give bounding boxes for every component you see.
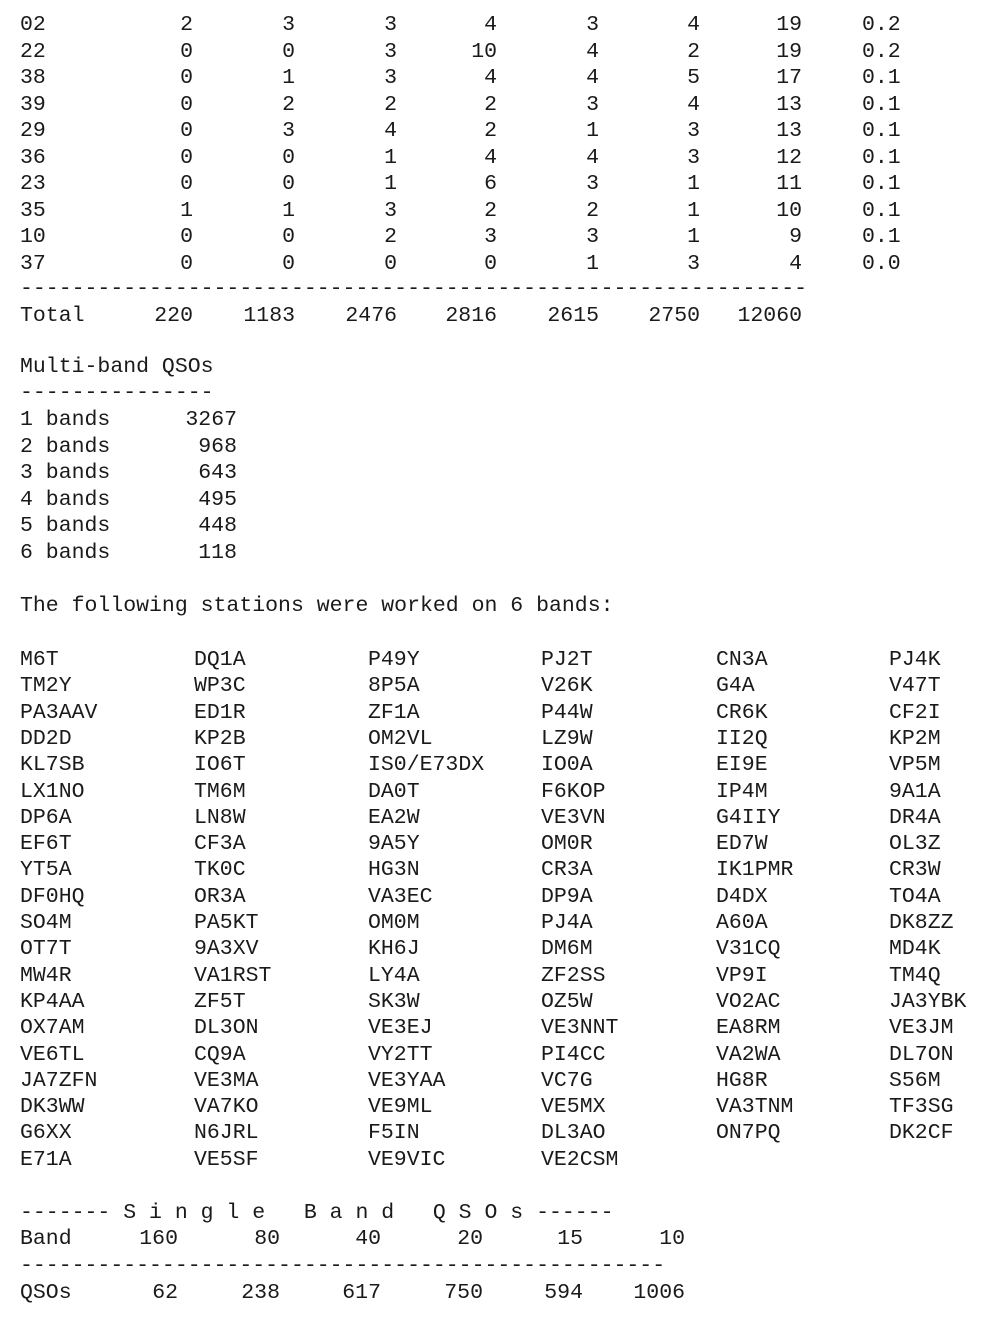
station-callsign: DQ1A [194, 648, 246, 672]
table-cell: 4 [586, 39, 599, 64]
station-callsign: CR6K [716, 700, 768, 725]
station-callsign: DF0HQ [20, 884, 85, 909]
station-callsign: KH6J [368, 937, 420, 962]
table-cell: 0 [282, 172, 295, 196]
station-callsign: VA3EC [368, 884, 433, 909]
station-callsign: OX7AM [20, 1016, 85, 1041]
multiband-count: 118 [198, 540, 237, 565]
station-callsign: MW4R [20, 963, 72, 988]
station-callsign: YT5A [20, 858, 72, 883]
table-cell: 4 [586, 145, 599, 170]
multiband-count: 495 [198, 487, 237, 512]
station-callsign: DK8ZZ [889, 911, 954, 935]
station-callsign: CN3A [716, 648, 768, 672]
station-callsign: N6JRL [194, 1121, 259, 1146]
station-callsign: D4DX [716, 884, 768, 909]
station-callsign: DA0T [368, 779, 420, 804]
table-cell: 3 [384, 66, 397, 90]
station-callsign: ZF1A [368, 700, 420, 725]
single-band-qsos-label: QSOs [20, 1281, 72, 1305]
station-callsign: VE9ML [368, 1095, 433, 1120]
table-cell: 4 [484, 145, 497, 170]
station-callsign: S56M [889, 1068, 941, 1093]
single-band-qsos-cell: 1006 [633, 1281, 685, 1305]
table-cell: 1 [282, 66, 295, 90]
table-row-label: 29 [20, 119, 46, 143]
table-cell: 0 [180, 39, 193, 64]
table-cell: 3 [384, 39, 397, 64]
single-band-header-cell: 20 [457, 1227, 483, 1251]
single-band-qsos-cell: 750 [444, 1281, 483, 1305]
table-cell: 2 [180, 13, 193, 37]
multiband-title: Multi-band QSOs [20, 355, 214, 379]
station-callsign: ED7W [716, 832, 768, 857]
multiband-count: 448 [198, 514, 237, 538]
multiband-label: 5 bands [20, 514, 111, 538]
table-cell-percent: 0.1 [862, 225, 901, 249]
table-cell: 0 [180, 251, 193, 276]
station-callsign: VE3YAA [368, 1068, 446, 1093]
station-callsign: LY4A [368, 963, 420, 988]
station-callsign: OM2VL [368, 726, 433, 751]
station-callsign: 9A5Y [368, 832, 420, 857]
single-band-header-label: Band [20, 1227, 72, 1251]
station-callsign: P49Y [368, 648, 420, 672]
station-callsign: JA3YBK [889, 989, 967, 1014]
station-callsign: KP2M [889, 726, 941, 751]
station-callsign: SK3W [368, 989, 420, 1014]
table-cell: 1 [687, 225, 700, 249]
table-cell-percent: 0.1 [862, 119, 901, 143]
table-cell: 2 [586, 198, 599, 223]
station-callsign: ED1R [194, 700, 246, 725]
station-callsign: VE9VIC [368, 1147, 446, 1172]
table-cell: 0 [180, 172, 193, 196]
total-cell: 1183 [243, 304, 295, 328]
table-cell: 3 [586, 92, 599, 117]
table-cell: 2 [484, 92, 497, 117]
table-cell-percent: 0.0 [862, 251, 901, 276]
table-cell: 0 [282, 251, 295, 276]
station-callsign: LN8W [194, 805, 246, 830]
table-cell: 3 [384, 13, 397, 37]
table-cell: 19 [776, 39, 802, 64]
table-cell: 4 [687, 92, 700, 117]
table-cell: 2 [282, 92, 295, 117]
table-cell-percent: 0.1 [862, 172, 901, 196]
station-callsign: 8P5A [368, 674, 420, 699]
single-band-header-cell: 80 [254, 1227, 280, 1251]
table-cell-percent: 0.1 [862, 92, 901, 117]
table-cell-percent: 0.2 [862, 39, 901, 64]
station-callsign: OM0R [541, 832, 593, 857]
station-callsign: DD2D [20, 726, 72, 751]
table-cell: 1 [384, 172, 397, 196]
station-callsign: KP2B [194, 726, 246, 751]
station-callsign: PJ4A [541, 911, 593, 935]
station-callsign: PI4CC [541, 1042, 606, 1067]
station-callsign: IS0/E73DX [368, 753, 485, 778]
single-band-separator: -------------------------------------------------- [20, 1254, 666, 1278]
station-callsign: E71A [20, 1147, 72, 1172]
station-callsign: WP3C [194, 674, 246, 699]
station-callsign: PJ2T [541, 648, 593, 672]
table-cell: 3 [586, 172, 599, 196]
table-cell: 19 [776, 13, 802, 37]
table-cell: 10 [776, 198, 802, 223]
table-cell: 4 [484, 66, 497, 90]
station-callsign: HG8R [716, 1068, 768, 1093]
station-callsign: DM6M [541, 937, 593, 962]
station-callsign: 9A3XV [194, 937, 259, 962]
table-cell: 2 [384, 92, 397, 117]
table-cell: 4 [687, 13, 700, 37]
table-cell: 4 [384, 119, 397, 143]
station-callsign: PA3AAV [20, 700, 98, 725]
table-cell: 10 [471, 39, 497, 64]
table-cell: 0 [180, 119, 193, 143]
station-callsign: OL3Z [889, 832, 941, 857]
single-band-header-cell: 15 [557, 1227, 583, 1251]
station-callsign: PJ4K [889, 648, 941, 672]
multiband-label: 6 bands [20, 540, 111, 565]
total-cell: 2476 [345, 304, 397, 328]
table-cell: 0 [180, 225, 193, 249]
station-callsign: LX1NO [20, 779, 85, 804]
station-callsign: TO4A [889, 884, 941, 909]
station-callsign: OM0M [368, 911, 420, 935]
table-cell: 5 [687, 66, 700, 90]
single-band-header-cell: 10 [659, 1227, 685, 1251]
station-callsign: DL7ON [889, 1042, 954, 1067]
station-callsign: DK3WW [20, 1095, 85, 1120]
station-callsign: CR3W [889, 858, 941, 883]
table-row-label: 39 [20, 92, 46, 117]
table-cell: 1 [687, 172, 700, 196]
station-callsign: VE3MA [194, 1068, 259, 1093]
station-callsign: G4A [716, 674, 755, 699]
station-callsign: VE3JM [889, 1016, 954, 1041]
table-cell: 3 [687, 251, 700, 276]
table-cell: 2 [484, 198, 497, 223]
station-callsign: EI9E [716, 753, 768, 778]
table-cell: 2 [384, 225, 397, 249]
single-band-qsos-cell: 594 [544, 1281, 583, 1305]
table-cell: 0 [180, 145, 193, 170]
table-cell: 11 [776, 172, 802, 196]
station-callsign: DP9A [541, 884, 593, 909]
table-cell: 3 [384, 198, 397, 223]
station-callsign: PA5KT [194, 911, 259, 935]
station-callsign: JA7ZFN [20, 1068, 98, 1093]
table-cell: 3 [687, 119, 700, 143]
multiband-count: 968 [198, 434, 237, 459]
station-callsign: G6XX [20, 1121, 72, 1146]
station-callsign: IP4M [716, 779, 768, 804]
station-callsign: II2Q [716, 726, 768, 751]
station-callsign: VA7KO [194, 1095, 259, 1120]
single-band-title: ------- S i n g l e B a n d Q S O s ------ [20, 1201, 614, 1225]
table-cell: 3 [687, 145, 700, 170]
station-callsign: OZ5W [541, 989, 593, 1014]
single-band-qsos-cell: 617 [342, 1281, 381, 1305]
table-cell: 4 [586, 66, 599, 90]
station-callsign: DL3AO [541, 1121, 606, 1146]
table-cell: 3 [282, 13, 295, 37]
table-separator: ------------------------------------------------------------- [20, 277, 808, 301]
station-callsign: VP9I [716, 963, 768, 988]
table-cell: 1 [586, 251, 599, 276]
station-callsign: CR3A [541, 858, 593, 883]
multiband-label: 4 bands [20, 487, 111, 512]
single-band-header-cell: 160 [139, 1227, 178, 1251]
table-cell-percent: 0.1 [862, 198, 901, 223]
station-callsign: DL3ON [194, 1016, 259, 1041]
station-callsign: VA2WA [716, 1042, 781, 1067]
table-cell: 0 [180, 66, 193, 90]
station-callsign: VC7G [541, 1068, 593, 1093]
station-callsign: EA8RM [716, 1016, 781, 1041]
station-callsign: ON7PQ [716, 1121, 781, 1146]
table-row-label: 02 [20, 13, 46, 37]
table-cell-percent: 0.2 [862, 13, 901, 37]
table-cell: 0 [180, 92, 193, 117]
table-row-label: 38 [20, 66, 46, 90]
multiband-label: 2 bands [20, 434, 111, 459]
stations-intro: The following stations were worked on 6 bands: [20, 594, 614, 618]
station-callsign: LZ9W [541, 726, 593, 751]
station-callsign: IO6T [194, 753, 246, 778]
table-cell: 1 [586, 119, 599, 143]
multiband-count: 643 [198, 461, 237, 485]
station-callsign: V47T [889, 674, 941, 699]
table-cell: 0 [282, 225, 295, 249]
station-callsign: TM2Y [20, 674, 72, 699]
station-callsign: 9A1A [889, 779, 941, 804]
multiband-underline: --------------- [20, 381, 214, 405]
station-callsign: VO2AC [716, 989, 781, 1014]
table-cell: 9 [789, 225, 802, 249]
total-label: Total [20, 304, 85, 328]
table-cell: 4 [484, 13, 497, 37]
station-callsign: F5IN [368, 1121, 420, 1146]
table-row-label: 10 [20, 225, 46, 249]
multiband-label: 1 bands [20, 408, 111, 432]
station-callsign: OT7T [20, 937, 72, 962]
single-band-qsos-cell: 62 [152, 1281, 178, 1305]
station-callsign: ZF5T [194, 989, 246, 1014]
table-cell-percent: 0.1 [862, 66, 901, 90]
station-callsign: A60A [716, 911, 768, 935]
station-callsign: IO0A [541, 753, 593, 778]
table-cell: 0 [282, 145, 295, 170]
station-callsign: V31CQ [716, 937, 781, 962]
multiband-label: 3 bands [20, 461, 111, 485]
station-callsign: IK1PMR [716, 858, 794, 883]
table-cell: 4 [789, 251, 802, 276]
table-cell: 0 [282, 39, 295, 64]
station-callsign: DK2CF [889, 1121, 954, 1146]
single-band-header-cell: 40 [355, 1227, 381, 1251]
station-callsign: VE6TL [20, 1042, 85, 1067]
station-callsign: VE2CSM [541, 1147, 619, 1172]
station-callsign: VA3TNM [716, 1095, 794, 1120]
station-callsign: EF6T [20, 832, 72, 857]
station-callsign: DR4A [889, 805, 941, 830]
total-cell: 220 [154, 304, 193, 328]
total-cell: 2750 [648, 304, 700, 328]
station-callsign: VE5MX [541, 1095, 606, 1120]
table-cell: 0 [484, 251, 497, 276]
table-cell: 1 [384, 145, 397, 170]
table-cell: 3 [586, 13, 599, 37]
station-callsign: ZF2SS [541, 963, 606, 988]
table-cell: 3 [586, 225, 599, 249]
station-callsign: CQ9A [194, 1042, 246, 1067]
table-cell: 12 [776, 145, 802, 170]
station-callsign: OR3A [194, 884, 246, 909]
station-callsign: CF3A [194, 832, 246, 857]
table-cell: 13 [776, 92, 802, 117]
station-callsign: P44W [541, 700, 593, 725]
table-cell: 1 [282, 198, 295, 223]
table-cell: 2 [484, 119, 497, 143]
station-callsign: MD4K [889, 937, 941, 962]
station-callsign: SO4M [20, 911, 72, 935]
station-callsign: VP5M [889, 753, 941, 778]
station-callsign: CF2I [889, 700, 941, 725]
table-cell: 3 [484, 225, 497, 249]
table-cell: 6 [484, 172, 497, 196]
station-callsign: EA2W [368, 805, 420, 830]
station-callsign: HG3N [368, 858, 420, 883]
station-callsign: VA1RST [194, 963, 272, 988]
multiband-count: 3267 [185, 408, 237, 432]
station-callsign: DP6A [20, 805, 72, 830]
station-callsign: TM6M [194, 779, 246, 804]
station-callsign: TM4Q [889, 963, 941, 988]
station-callsign: VE3EJ [368, 1016, 433, 1041]
table-row-label: 22 [20, 39, 46, 64]
station-callsign: TF3SG [889, 1095, 954, 1120]
station-callsign: F6KOP [541, 779, 606, 804]
table-cell: 13 [776, 119, 802, 143]
table-cell: 17 [776, 66, 802, 90]
table-cell-percent: 0.1 [862, 145, 901, 170]
table-row-label: 36 [20, 145, 46, 170]
station-callsign: VE5SF [194, 1147, 259, 1172]
single-band-qsos-cell: 238 [241, 1281, 280, 1305]
station-callsign: KL7SB [20, 753, 85, 778]
table-row-label: 37 [20, 251, 46, 276]
station-callsign: VE3NNT [541, 1016, 619, 1041]
station-callsign: M6T [20, 648, 59, 672]
table-cell: 2 [687, 39, 700, 64]
station-callsign: KP4AA [20, 989, 85, 1014]
station-callsign: VY2TT [368, 1042, 433, 1067]
table-row-label: 23 [20, 172, 46, 196]
table-cell: 3 [282, 119, 295, 143]
table-row-label: 35 [20, 198, 46, 223]
station-callsign: G4IIY [716, 805, 781, 830]
total-cell: 12060 [737, 304, 802, 328]
table-cell: 0 [384, 251, 397, 276]
table-cell: 1 [180, 198, 193, 223]
station-callsign: V26K [541, 674, 593, 699]
station-callsign: TK0C [194, 858, 246, 883]
total-cell: 2615 [547, 304, 599, 328]
station-callsign: VE3VN [541, 805, 606, 830]
table-cell: 1 [687, 198, 700, 223]
total-cell: 2816 [445, 304, 497, 328]
